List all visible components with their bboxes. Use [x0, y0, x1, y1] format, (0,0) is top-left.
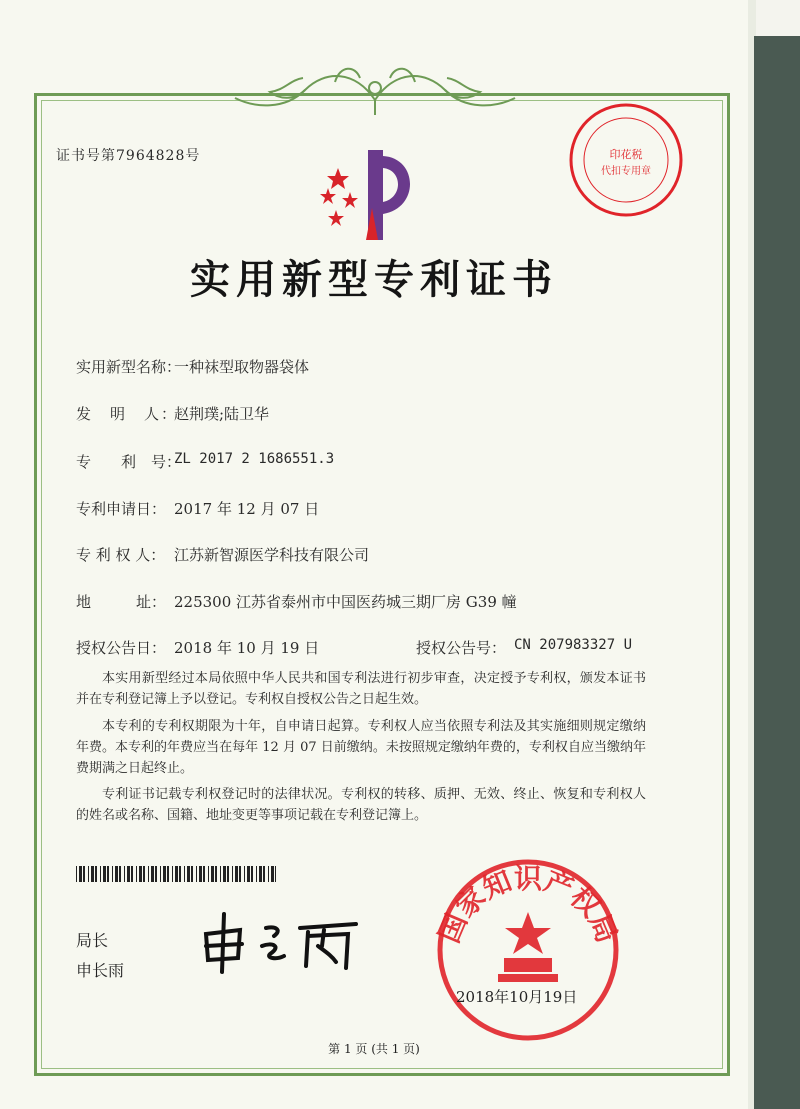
address-value: 225300 江苏省泰州市中国医药城三期厂房 G39 幢	[174, 593, 517, 611]
patent-no-label: 专 利 号：	[76, 453, 182, 471]
grant-no-value: CN 207983327 U	[514, 637, 633, 653]
name-value: 一种袜型取物器袋体	[174, 358, 310, 376]
grant-date-label: 授权公告日：	[76, 639, 167, 657]
signature-name: 申长雨	[76, 961, 125, 980]
address-label: 地 址：	[76, 593, 167, 611]
seal-date: 2018年10月19日	[456, 988, 578, 1006]
inventor-label: 发 明 人：	[76, 405, 179, 423]
patent-office-logo-icon	[308, 148, 418, 243]
grant-no-label: 授权公告号：	[416, 639, 507, 657]
name-label: 实用新型名称：	[76, 358, 182, 376]
patentee-label: 专 利 权 人：	[76, 546, 166, 564]
national-ip-office-seal	[428, 850, 628, 1050]
page-number: 第 1 页 (共 1 页)	[328, 1042, 420, 1056]
seal-text: 国家知识产权局	[432, 862, 624, 948]
barcode	[76, 866, 276, 882]
certificate-number: 证书号第7964828号	[56, 148, 201, 164]
filing-date-label: 专利申请日：	[76, 500, 167, 518]
stamp-line1: 印花税	[609, 148, 643, 161]
paragraph-3: 专利证书记载专利权登记时的法律状况。专利权的转移、质押、无效、终止、恢复和专利权人的姓名或名称、国籍、地址变更等事项记载在专利登记簿上。	[76, 787, 646, 823]
inventor-value: 赵荆璞;陆卫华	[174, 405, 270, 423]
filing-date-value: 2017 年 12 月 07 日	[174, 500, 320, 518]
patent-no-value: ZL 2017 2 1686551.3	[174, 451, 335, 467]
handwritten-signature	[196, 906, 366, 976]
paragraph-1: 本实用新型经过本局依照中华人民共和国专利法进行初步审查，决定授予专利权，颁发本证书并在专利登记簿上予以登记。专利权自授权公告之日起生效。	[76, 671, 646, 707]
top-ornament	[225, 60, 525, 120]
scan-background	[754, 36, 800, 1109]
patentee-value: 江苏新智源医学科技有限公司	[174, 546, 370, 564]
paragraph-2: 本专利的专利权期限为十年，自申请日起算。专利权人应当依照专利法及其实施细则规定缴纳年费。本专利的年费应当在每年 12 月 07 日前缴纳。未按照规定缴纳年费的，专利权自应当缴纳年费期满之日起终止。	[76, 719, 646, 776]
page-title: 实用新型专利证书	[190, 257, 558, 303]
tax-stamp	[566, 100, 686, 220]
stamp-line2: 代扣专用章	[601, 166, 651, 177]
grant-date-value: 2018 年 10 月 19 日	[174, 639, 320, 657]
signature-title: 局长	[76, 931, 109, 950]
